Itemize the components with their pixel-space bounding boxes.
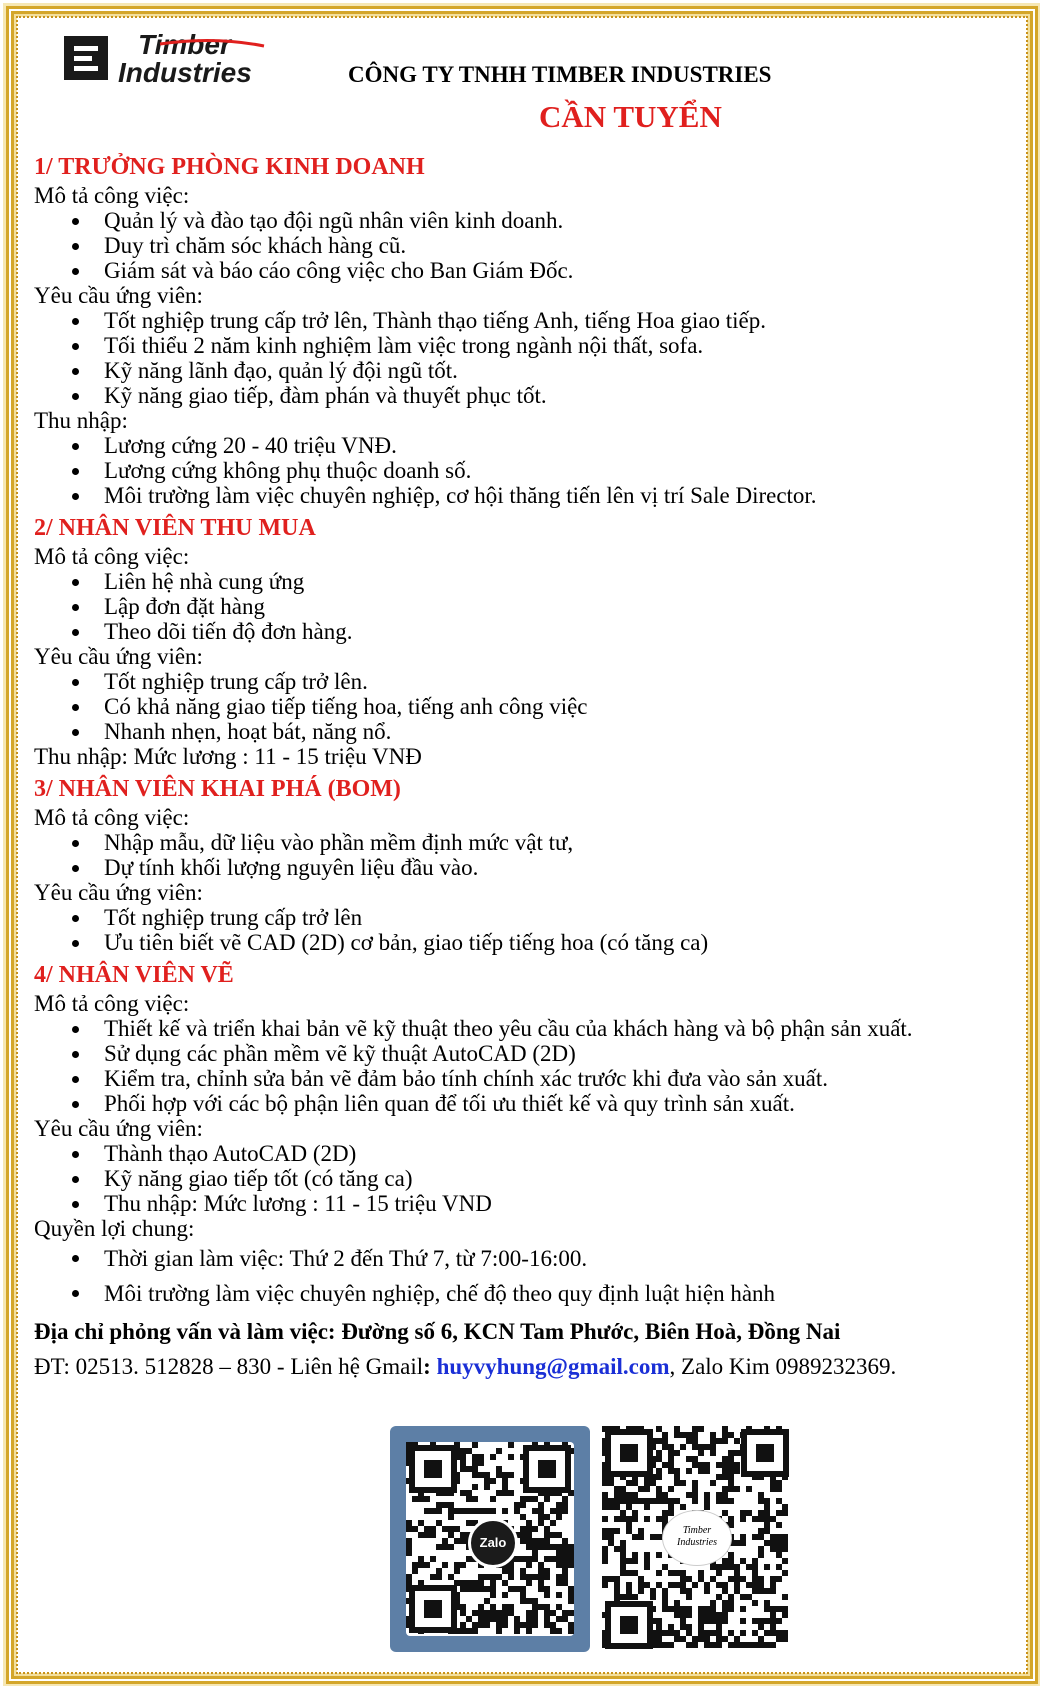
req-label: Yêu cầu ứng viên:: [34, 283, 203, 308]
contact-phone: ĐT: 02513. 512828 – 830 - Liên hệ Gmail: [34, 1354, 424, 1379]
list-item: Lương cứng 20 - 40 triệu VNĐ.: [104, 433, 994, 458]
contact-colon: :: [423, 1354, 437, 1379]
svg-text:Timber: Timber: [138, 29, 231, 60]
list-item: Dự tính khối lượng nguyên liệu đầu vào.: [104, 855, 994, 880]
desc-list: [34, 208, 994, 283]
section-sales-manager: [34, 151, 994, 508]
list-item: Duy trì chăm sóc khách hàng cũ.: [104, 233, 994, 258]
section-purchasing: [34, 512, 994, 769]
list-item: Thu nhập: Mức lương : 11 - 15 triệu VND: [104, 1191, 994, 1216]
list-item: Tốt nghiệp trung cấp trở lên, Thành thạo tiếng Anh, tiếng Hoa giao tiếp.: [104, 308, 994, 333]
list-item: Nhập mẫu, dữ liệu vào phần mềm định mức vật tư,: [104, 830, 994, 855]
svg-text:Industries: Industries: [118, 57, 252, 88]
list-item: Tối thiểu 2 năm kinh nghiệm làm việc trong ngành nội thất, sofa.: [104, 333, 994, 358]
list-item: Thời gian làm việc: Thứ 2 đến Thứ 7, từ 7:00-16:00.: [104, 1241, 994, 1276]
section-title: 4/ NHÂN VIÊN VẼ: [34, 962, 234, 988]
req-label: Yêu cầu ứng viên:: [34, 644, 203, 669]
desc-list: [34, 1016, 994, 1116]
list-item: Sử dụng các phần mềm vẽ kỹ thuật AutoCAD (2D): [104, 1041, 994, 1066]
list-item: Lập đơn đặt hàng: [104, 594, 994, 619]
list-item: Theo dõi tiến độ đơn hàng.: [104, 619, 994, 644]
income-line: Thu nhập: Mức lương : 11 - 15 triệu VNĐ: [34, 744, 422, 769]
company-name: CÔNG TY TNHH TIMBER INDUSTRIES: [348, 62, 772, 87]
qr-logo-badge: [662, 1510, 732, 1566]
list-item: Kỹ năng giao tiếp, đàm phán và thuyết phục tốt.: [104, 383, 994, 408]
list-item: Ưu tiên biết vẽ CAD (2D) cơ bản, giao tiếp tiếng hoa (có tăng ca): [104, 930, 994, 955]
benefits-list: [34, 1241, 994, 1311]
job-posting: [34, 18, 994, 1385]
req-list: [34, 1141, 994, 1216]
section-drafter: [34, 959, 994, 1216]
req-label: Yêu cầu ứng viên:: [34, 1116, 203, 1141]
list-item: Môi trường làm việc chuyên nghiệp, cơ hội thăng tiến lên vị trí Sale Director.: [104, 483, 994, 508]
zalo-badge: Zalo: [468, 1518, 518, 1568]
section-title: 2/ NHÂN VIÊN THU MUA: [34, 515, 316, 541]
desc-label: Mô tả công việc:: [34, 805, 190, 830]
header: [34, 18, 994, 113]
zalo-qr-code[interactable]: [390, 1426, 590, 1652]
list-item: Tốt nghiệp trung cấp trở lên: [104, 905, 994, 930]
list-item: Nhanh nhẹn, hoạt bát, năng nổ.: [104, 719, 994, 744]
qr-codes: [390, 1426, 810, 1652]
list-item: Tốt nghiệp trung cấp trở lên.: [104, 669, 994, 694]
contact-zalo: , Zalo Kim 0989232369.: [669, 1354, 897, 1379]
req-label: Yêu cầu ứng viên:: [34, 880, 203, 905]
interview-address: Địa chỉ phỏng vấn và làm việc: Đường số 6, KCN Tam Phước, Biên Hoà, Đồng Nai: [34, 1319, 841, 1344]
list-item: Liên hệ nhà cung ứng: [104, 569, 994, 594]
income-list: [34, 433, 994, 508]
desc-label: Mô tả công việc:: [34, 183, 190, 208]
list-item: Thiết kế và triển khai bản vẽ kỹ thuật theo yêu cầu của khách hàng và bộ phận sản xuất.: [104, 1016, 994, 1041]
section-title: 3/ NHÂN VIÊN KHAI PHÁ (BOM): [34, 776, 401, 802]
desc-label: Mô tả công việc:: [34, 544, 190, 569]
email-link[interactable]: huyvyhung@gmail.com: [436, 1354, 670, 1379]
list-item: Lương cứng không phụ thuộc doanh số.: [104, 458, 994, 483]
list-item: Kiểm tra, chỉnh sửa bản vẽ đảm bảo tính chính xác trước khi đưa vào sản xuất.: [104, 1066, 994, 1091]
contact-line: [34, 1349, 994, 1385]
list-item: Giám sát và báo cáo công việc cho Ban Giám Đốc.: [104, 258, 994, 283]
section-title: 1/ TRƯỞNG PHÒNG KINH DOANH: [34, 154, 425, 180]
desc-label: Mô tả công việc:: [34, 991, 190, 1016]
list-item: Quản lý và đào tạo đội ngũ nhân viên kinh doanh.: [104, 208, 994, 233]
list-item: Thành thạo AutoCAD (2D): [104, 1141, 994, 1166]
req-list: [34, 308, 994, 408]
list-item: Kỹ năng lãnh đạo, quản lý đội ngũ tốt.: [104, 358, 994, 383]
benefits-section: [34, 1216, 994, 1311]
benefits-label: Quyền lợi chung:: [34, 1216, 195, 1241]
desc-list: [34, 830, 994, 880]
list-item: Kỹ năng giao tiếp tốt (có tăng ca): [104, 1166, 994, 1191]
list-item: Có khả năng giao tiếp tiếng hoa, tiếng anh công việc: [104, 694, 994, 719]
req-list: [34, 669, 994, 744]
qr-logo-line1: Timber: [682, 1525, 712, 1536]
income-label: Thu nhập:: [34, 408, 128, 433]
section-bom: [34, 773, 994, 955]
hiring-title: CẦN TUYỂN: [539, 99, 722, 134]
qr-logo-line2: Industries: [677, 1537, 717, 1548]
timber-industries-logo: [64, 26, 294, 88]
desc-list: [34, 569, 994, 644]
list-item: Môi trường làm việc chuyên nghiệp, chế độ theo quy định luật hiện hành: [104, 1276, 994, 1311]
company-qr-code[interactable]: [602, 1426, 792, 1652]
list-item: Phối hợp với các bộ phận liên quan để tối ưu thiết kế và quy trình sản xuất.: [104, 1091, 994, 1116]
req-list: [34, 905, 994, 955]
